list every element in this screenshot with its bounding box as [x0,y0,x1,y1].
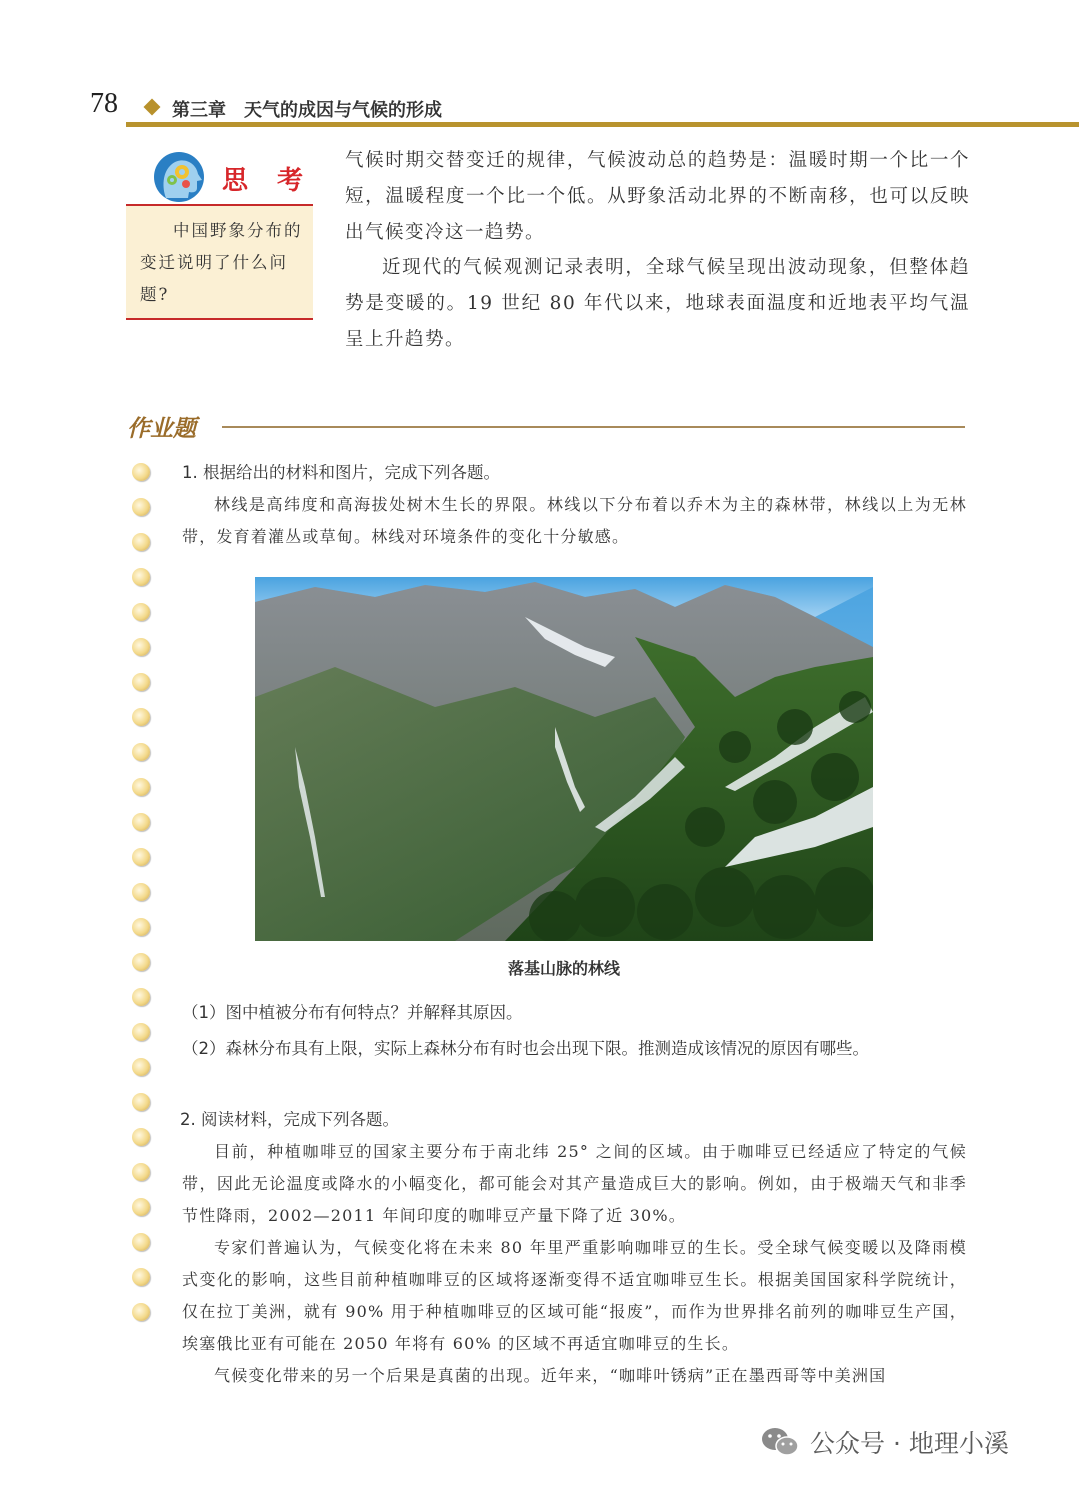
treeline-photo [255,577,873,941]
binding-ring [132,568,150,586]
binding-ring [132,1023,150,1041]
binding-ring [132,778,150,796]
binding-ring [132,673,150,691]
binding-ring [132,1163,150,1181]
binding-ring [132,1233,150,1251]
think-question: 中国野象分布的变迁说明了什么问题? [140,221,303,304]
binding-ring [132,1268,150,1286]
q2-heading: 2. 阅读材料，完成下列各题。 [180,1110,399,1129]
header-rule [126,122,1079,127]
binding-ring [132,708,150,726]
wechat-icon [760,1426,800,1458]
q1-material: 林线是高纬度和高海拔处树木生长的界限。林线以下分布着以乔木为主的森林带，林线以上为无林带，发育着灌丛或草甸。林线对环境条件的变化十分敏感。 [182,495,967,546]
binding-ring [132,953,150,971]
binding-ring [132,1058,150,1076]
q2-paragraph-3: 气候变化带来的另一个后果是真菌的出现。近年来，“咖啡叶锈病”正在墨西哥等中美洲国 [214,1366,887,1385]
binding-ring [132,498,150,516]
main-paragraph-2: 近现代的气候观测记录表明，全球气候呈现出波动现象，但整体趋势是变暖的。19 世纪 80 年代以来，地球表面温度和近地表平均气温呈上升趋势。 [345,257,970,350]
q1-heading: 1. 根据给出的材料和图片，完成下列各题。 [182,463,500,482]
page-number: 78 [90,88,118,119]
binding-ring [132,848,150,866]
binding-ring [132,743,150,761]
binding-ring [132,988,150,1006]
binding-ring [132,638,150,656]
binding-ring [132,1303,150,1321]
main-paragraph-1: 气候时期交替变迁的规律，气候波动总的趋势是：温暖时期一个比一个短，温暖程度一个比一个低。从野象活动北界的不断南移，也可以反映出气候变冷这一趋势。 [345,150,970,243]
chapter-title: 第三章 天气的成因与气候的形成 [172,100,442,121]
binding-ring [132,603,150,621]
binding-ring [132,1093,150,1111]
binding-ring [132,1198,150,1216]
think-title: 思 考 [222,166,314,196]
q1-sub1: （1）图中植被分布有何特点？并解释其原因。 [182,1003,523,1022]
binding-ring [132,533,150,551]
photo-caption: 落基山脉的林线 [507,959,620,978]
binding-ring [132,813,150,831]
homework-rule [222,426,965,428]
binding-ring [132,1128,150,1146]
binding-ring [132,918,150,936]
q2-paragraph-2: 专家们普遍认为，气候变化将在未来 80 年里严重影响咖啡豆的生长。受全球气候变暖以及降雨模式变化的影响，这些目前种植咖啡豆的区域将逐渐变得不适宜咖啡豆生长。根据美国国家科学院统计，仅在拉丁美洲，就有 90% 用于种植咖啡豆的区域可能“报废”，而作为世界排名前列的咖啡豆生产国，埃塞俄比亚有可能在 2050 年将有 60% 的区域不再适宜咖啡豆的生长。 [182,1238,967,1353]
q1-sub2: （2）森林分布具有上限，实际上森林分布有时也会出现下限。推测造成该情况的原因有哪些。 [182,1039,869,1058]
q2-paragraph-1: 目前，种植咖啡豆的国家主要分布于南北纬 25° 之间的区域。由于咖啡豆已经适应了特定的气候带，因此无论温度或降水的小幅变化，都可能会对其产量造成巨大的影响。例如，由于极端天气和非季节性降雨，2002—2011 年间印度的咖啡豆产量下降了近 30%。 [182,1142,967,1225]
homework-title: 作业题 [127,416,196,442]
watermark [760,1424,1009,1460]
binding-ring [132,463,150,481]
binding-ring [132,883,150,901]
head-gear-icon [152,150,208,204]
diamond-icon [144,99,161,116]
watermark-text: 公众号 · 地理小溪 [810,1429,1009,1458]
